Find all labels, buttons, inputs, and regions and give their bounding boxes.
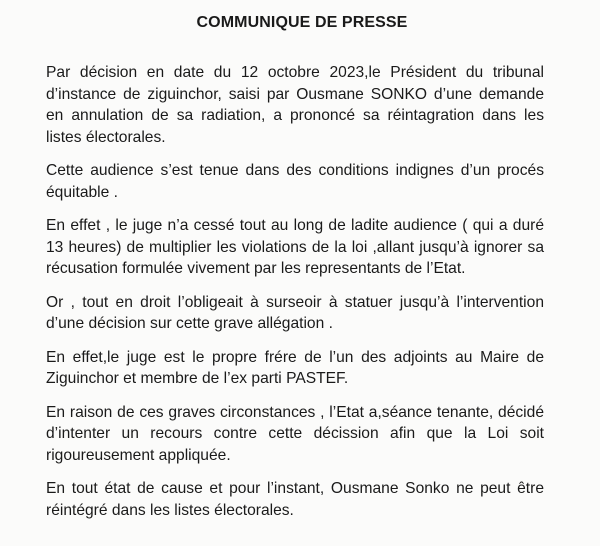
paragraph-surseoir: Or , tout en droit l’obligeait à surseoir à statuer jusqu’à l’intervention d’une décision sur cette grave allégation .: [46, 293, 544, 332]
paragraph-audience: Cette audience s’est tenue dans des conditions indignes d’un procés équitable .: [46, 162, 544, 201]
paragraph-conclusion: En tout état de cause et pour l’instant, Ousmane Sonko ne peut être réintégré dans les listes électorales.: [46, 480, 544, 519]
paragraph-juge-frere: En effet,le juge est le propre frére de l’un des adjoints au Maire de Ziguinchor et membre de l’ex parti PASTEF.: [46, 348, 544, 387]
paragraph-recours: En raison de ces graves circonstances , l’Etat a,séance tenante, décidé d’intenter un recours contre cette décission afin que la Loi soit rigoureusement appliquée.: [46, 403, 544, 464]
document-title: COMMUNIQUE DE PRESSE: [196, 14, 408, 31]
paragraph-decision: Par décision en date du 12 octobre 2023,le Président du tribunal d’instance de ziguinchor, saisi par Ousmane SONKO d’une demande en annulation de sa radiation, a prononcé sa réintagration dans les listes électorales.: [46, 64, 544, 146]
paragraph-violations: En effet , le juge n’a cessé tout au long de ladite audience ( qui a duré 13 heures) de multiplier les violations de la loi ,allant jusqu’à ignorer sa récusation formulée vivement par les representants de l’Etat.: [46, 217, 544, 277]
